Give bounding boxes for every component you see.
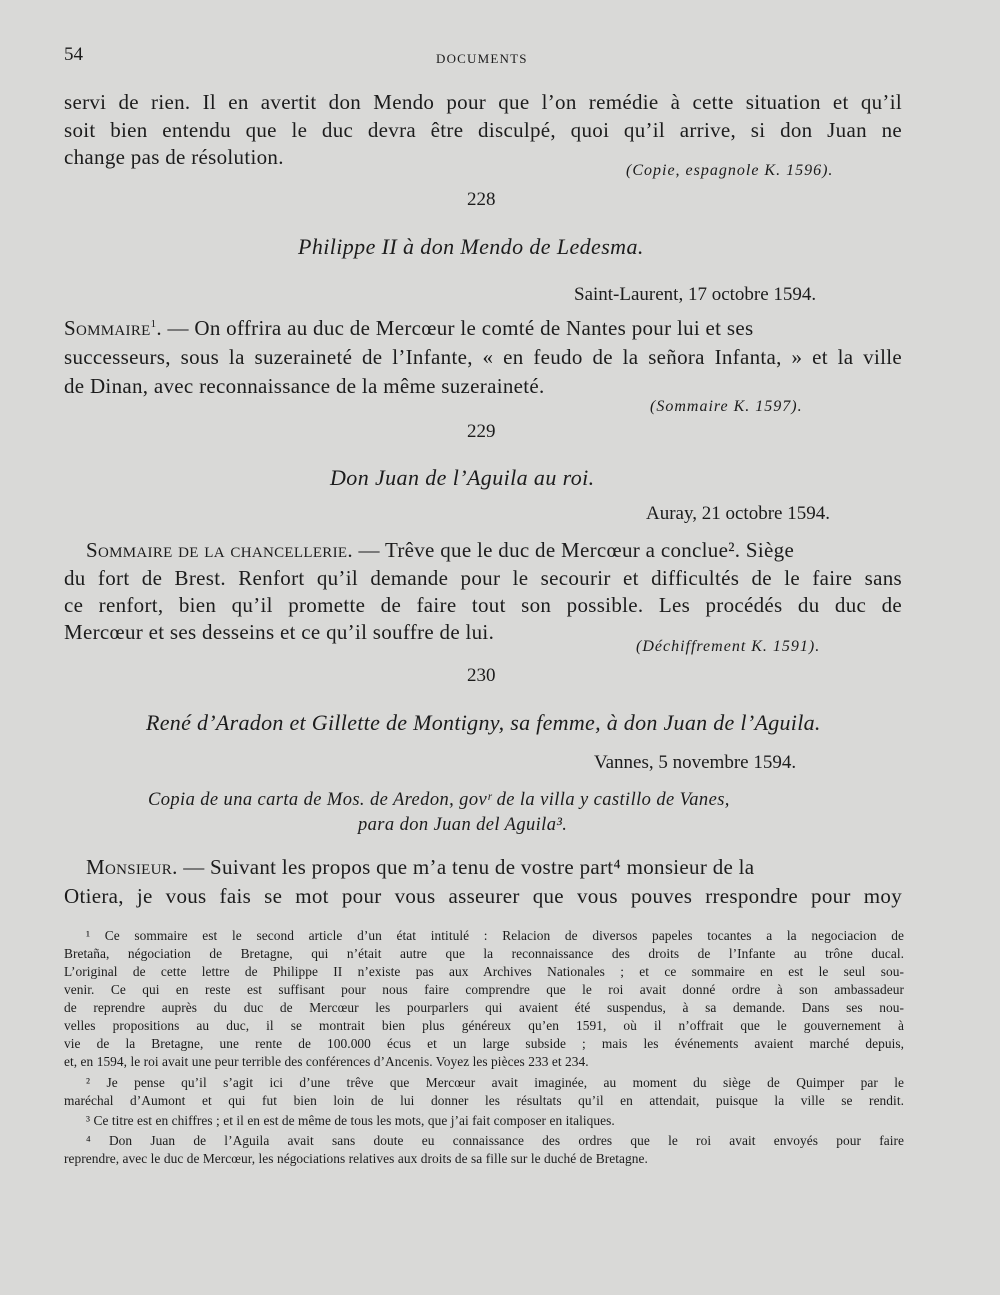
doc-230-letter-line-2: Otiera, je vous fais se mot pour vous asseurer que vous pouves rrespondre pour moy xyxy=(64,884,902,908)
doc-229-number: 229 xyxy=(467,421,496,442)
doc-230-salutation: Monsieur. xyxy=(86,855,178,879)
footnote-1-line-7: vie de la Bretagne, une rente de 100.000 écus et un large subside ; mais les événements avaient marché depuis, xyxy=(64,1036,904,1051)
doc-229-source: (Déchiffrement K. 1591). xyxy=(636,638,821,655)
intro-line-3: change pas de résolution. xyxy=(64,145,284,169)
footnote-1-line-3: L’original de cette lettre de Philippe II n’existe pas aux Archives Nationales ; et ce sommaire en est le seul sou- xyxy=(64,964,904,979)
intro-source: (Copie, espagnole K. 1596). xyxy=(626,162,834,179)
footnote-ref-1: 1 xyxy=(150,318,157,330)
doc-228-place-date: Saint-Laurent, 17 octobre 1594. xyxy=(574,284,817,305)
doc-229-summary-line-3: ce renfort, bien qu’il promette de faire tout son possible. Les procédés du duc de xyxy=(64,593,902,617)
footnote-3: ³ Ce titre est en chiffres ; et il en est de même de tous les mots, que j’ai fait composer en italiques. xyxy=(86,1113,615,1128)
footnote-1-line-6: velles propositions au duc, il se montrait bien plus généreux qu’en 1591, où il n’offrait que le gouvernement à xyxy=(64,1018,904,1033)
footnote-2-line-1: ² Je pense qu’il s’agit ici d’une trêve que Mercœur avait imaginée, au moment du siège de Quimper par le xyxy=(86,1075,904,1090)
doc-228-summary-line-2: successeurs, sous la suzeraineté de l’Infante, « en feudo de la señora Infanta, » et la ville xyxy=(64,345,902,369)
footnote-1-line-1: ¹ Ce sommaire est le second article d’un état intitulé : Relacion de diversos papeles tocantes a la negociacion de xyxy=(86,928,904,943)
doc-228-title: Philippe II à don Mendo de Ledesma. xyxy=(298,234,644,259)
doc-228-summary-text: . — On offrira au duc de Mercœur le comté de Nantes pour lui et ses xyxy=(156,316,754,340)
intro-line-2: soit bien entendu que le duc devra être disculpé, quoi qu’il arrive, si don Juan ne xyxy=(64,118,902,142)
doc-229-summary-text: — Trêve que le duc de Mercœur a conclue². Siège xyxy=(358,538,795,562)
doc-230-place-date: Vannes, 5 novembre 1594. xyxy=(594,752,797,773)
doc-229-summary-line-1 xyxy=(86,538,902,563)
doc-228-source: (Sommaire K. 1597). xyxy=(650,398,803,415)
doc-230-letter-text: — Suivant les propos que m’a tenu de vostre part⁴ monsieur de la xyxy=(183,855,755,879)
doc-230-copy-note-2: para don Juan del Aguila³. xyxy=(358,815,568,835)
doc-228-summary-label: Sommaire xyxy=(64,316,151,340)
footnote-1-line-5: de reprendre auprès du duc de Mercœur les pourparlers qui avaient été suspendus, à sa demande. Dans ses nou- xyxy=(64,1000,904,1015)
doc-230-copy-note-1: Copia de una carta de Mos. de Aredon, govʳ de la villa y castillo de Vanes, xyxy=(148,790,730,810)
doc-229-summary-line-2: du fort de Brest. Renfort qu’il demande pour le secourir et difficultés de le faire sans xyxy=(64,566,902,590)
doc-230-number: 230 xyxy=(467,665,496,686)
footnote-1-line-4: venir. Ce qui en reste est suffisant pour nous faire comprendre que le roi avait donné ordre à son ambassadeur xyxy=(64,982,904,997)
footnote-1-line-8: et, en 1594, le roi avait une peur terrible des conférences d’Ancenis. Voyez les pièces 233 et 234. xyxy=(64,1054,589,1069)
doc-229-summary-label: Sommaire de la chancellerie. xyxy=(86,538,353,562)
doc-229-summary-line-4: Mercœur et ses desseins et ce qu’il souffre de lui. xyxy=(64,620,495,644)
doc-230-title: René d’Aradon et Gillette de Montigny, sa femme, à don Juan de l’Aguila. xyxy=(146,710,821,735)
intro-line-1: servi de rien. Il en avertit don Mendo pour que l’on remédie à cette situation et qu’il xyxy=(64,90,902,114)
page-number: 54 xyxy=(64,44,83,65)
footnote-1-line-2: Bretaña, négociation de Bretagne, qui n’était autre que la reconnaissance des droits de l’Infante au trône ducal. xyxy=(64,946,904,961)
footnote-4-line-2: reprendre, avec le duc de Mercœur, les négociations relatives aux droits de sa fille sur le duché de Bretagne. xyxy=(64,1151,648,1166)
doc-228-summary-line-3: de Dinan, avec reconnaissance de la même suzeraineté. xyxy=(64,374,545,398)
doc-229-title: Don Juan de l’Aguila au roi. xyxy=(330,465,595,490)
footnote-4-line-1: ⁴ Don Juan de l’Aguila avait sans doute eu connaissance des ordres que le roi avait envoyés pour faire xyxy=(86,1133,904,1148)
running-title: DOCUMENTS xyxy=(436,51,528,66)
doc-228-number: 228 xyxy=(467,189,496,210)
footnote-2-line-2: maréchal d’Aumont et qui fut bien loin de lui donner les résultats qu’il en attendait, puisque la ville se rendit. xyxy=(64,1093,904,1108)
doc-230-letter-line-1 xyxy=(86,855,902,880)
doc-228-summary-line-1 xyxy=(64,316,902,341)
doc-229-place-date: Auray, 21 octobre 1594. xyxy=(646,503,830,524)
